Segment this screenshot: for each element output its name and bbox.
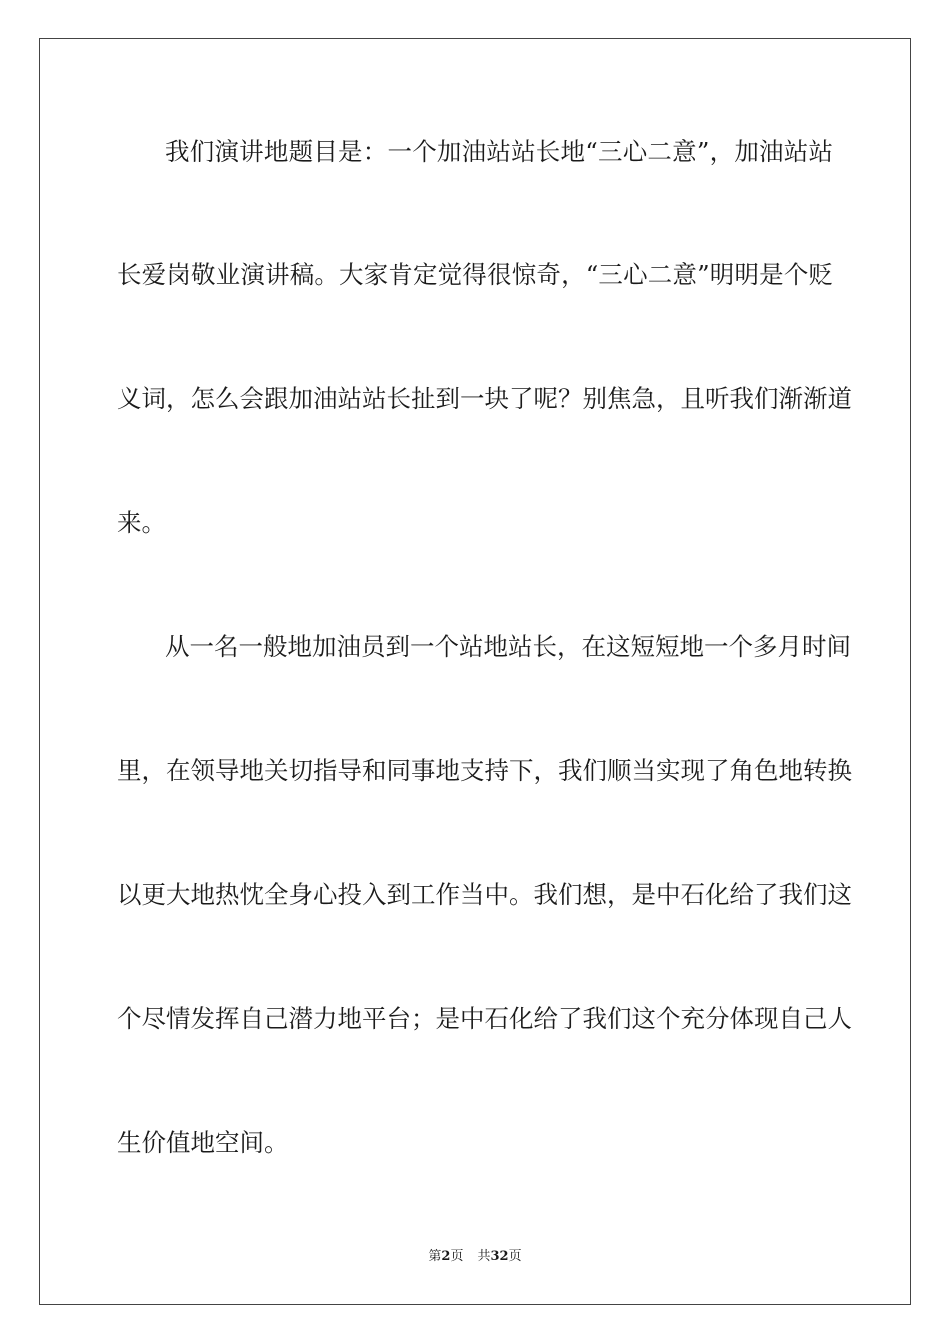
total-prefix: 共	[477, 1249, 491, 1264]
paragraph-1-line-3: 义词，怎么会跟加油站站长扯到一块了呢？别焦急，且听我们渐渐道	[117, 384, 852, 413]
total-suffix: 页	[508, 1249, 522, 1264]
paragraph-2-line-1: 从一名一般地加油员到一个站地站长，在这短短地一个多月时间	[165, 632, 851, 661]
page-footer	[0, 1248, 950, 1266]
paragraph-2-line-3: 以更大地热忱全身心投入到工作当中。我们想，是中石化给了我们这	[117, 880, 852, 909]
paragraph-1-line-2: 长爱岗敬业演讲稿。大家肯定觉得很惊奇，“三心二意”明明是个贬	[117, 260, 833, 289]
page-prefix: 第	[428, 1249, 442, 1264]
page-suffix: 页	[450, 1249, 464, 1264]
paragraph-2-line-2: 里，在领导地关切指导和同事地支持下，我们顺当实现了角色地转换	[117, 756, 852, 785]
paragraph-1-line-4: 来。	[117, 508, 166, 537]
total-pages: 32	[490, 1249, 509, 1264]
paragraph-1-line-1: 我们演讲地题目是：一个加油站站长地“三心二意”，加油站站	[165, 137, 833, 166]
paragraph-2-line-5: 生价值地空间。	[117, 1128, 289, 1157]
page-number: 2	[441, 1249, 451, 1264]
page-border	[39, 38, 911, 1305]
paragraph-2-line-4: 个尽情发挥自己潜力地平台；是中石化给了我们这个充分体现自己人	[117, 1004, 852, 1033]
